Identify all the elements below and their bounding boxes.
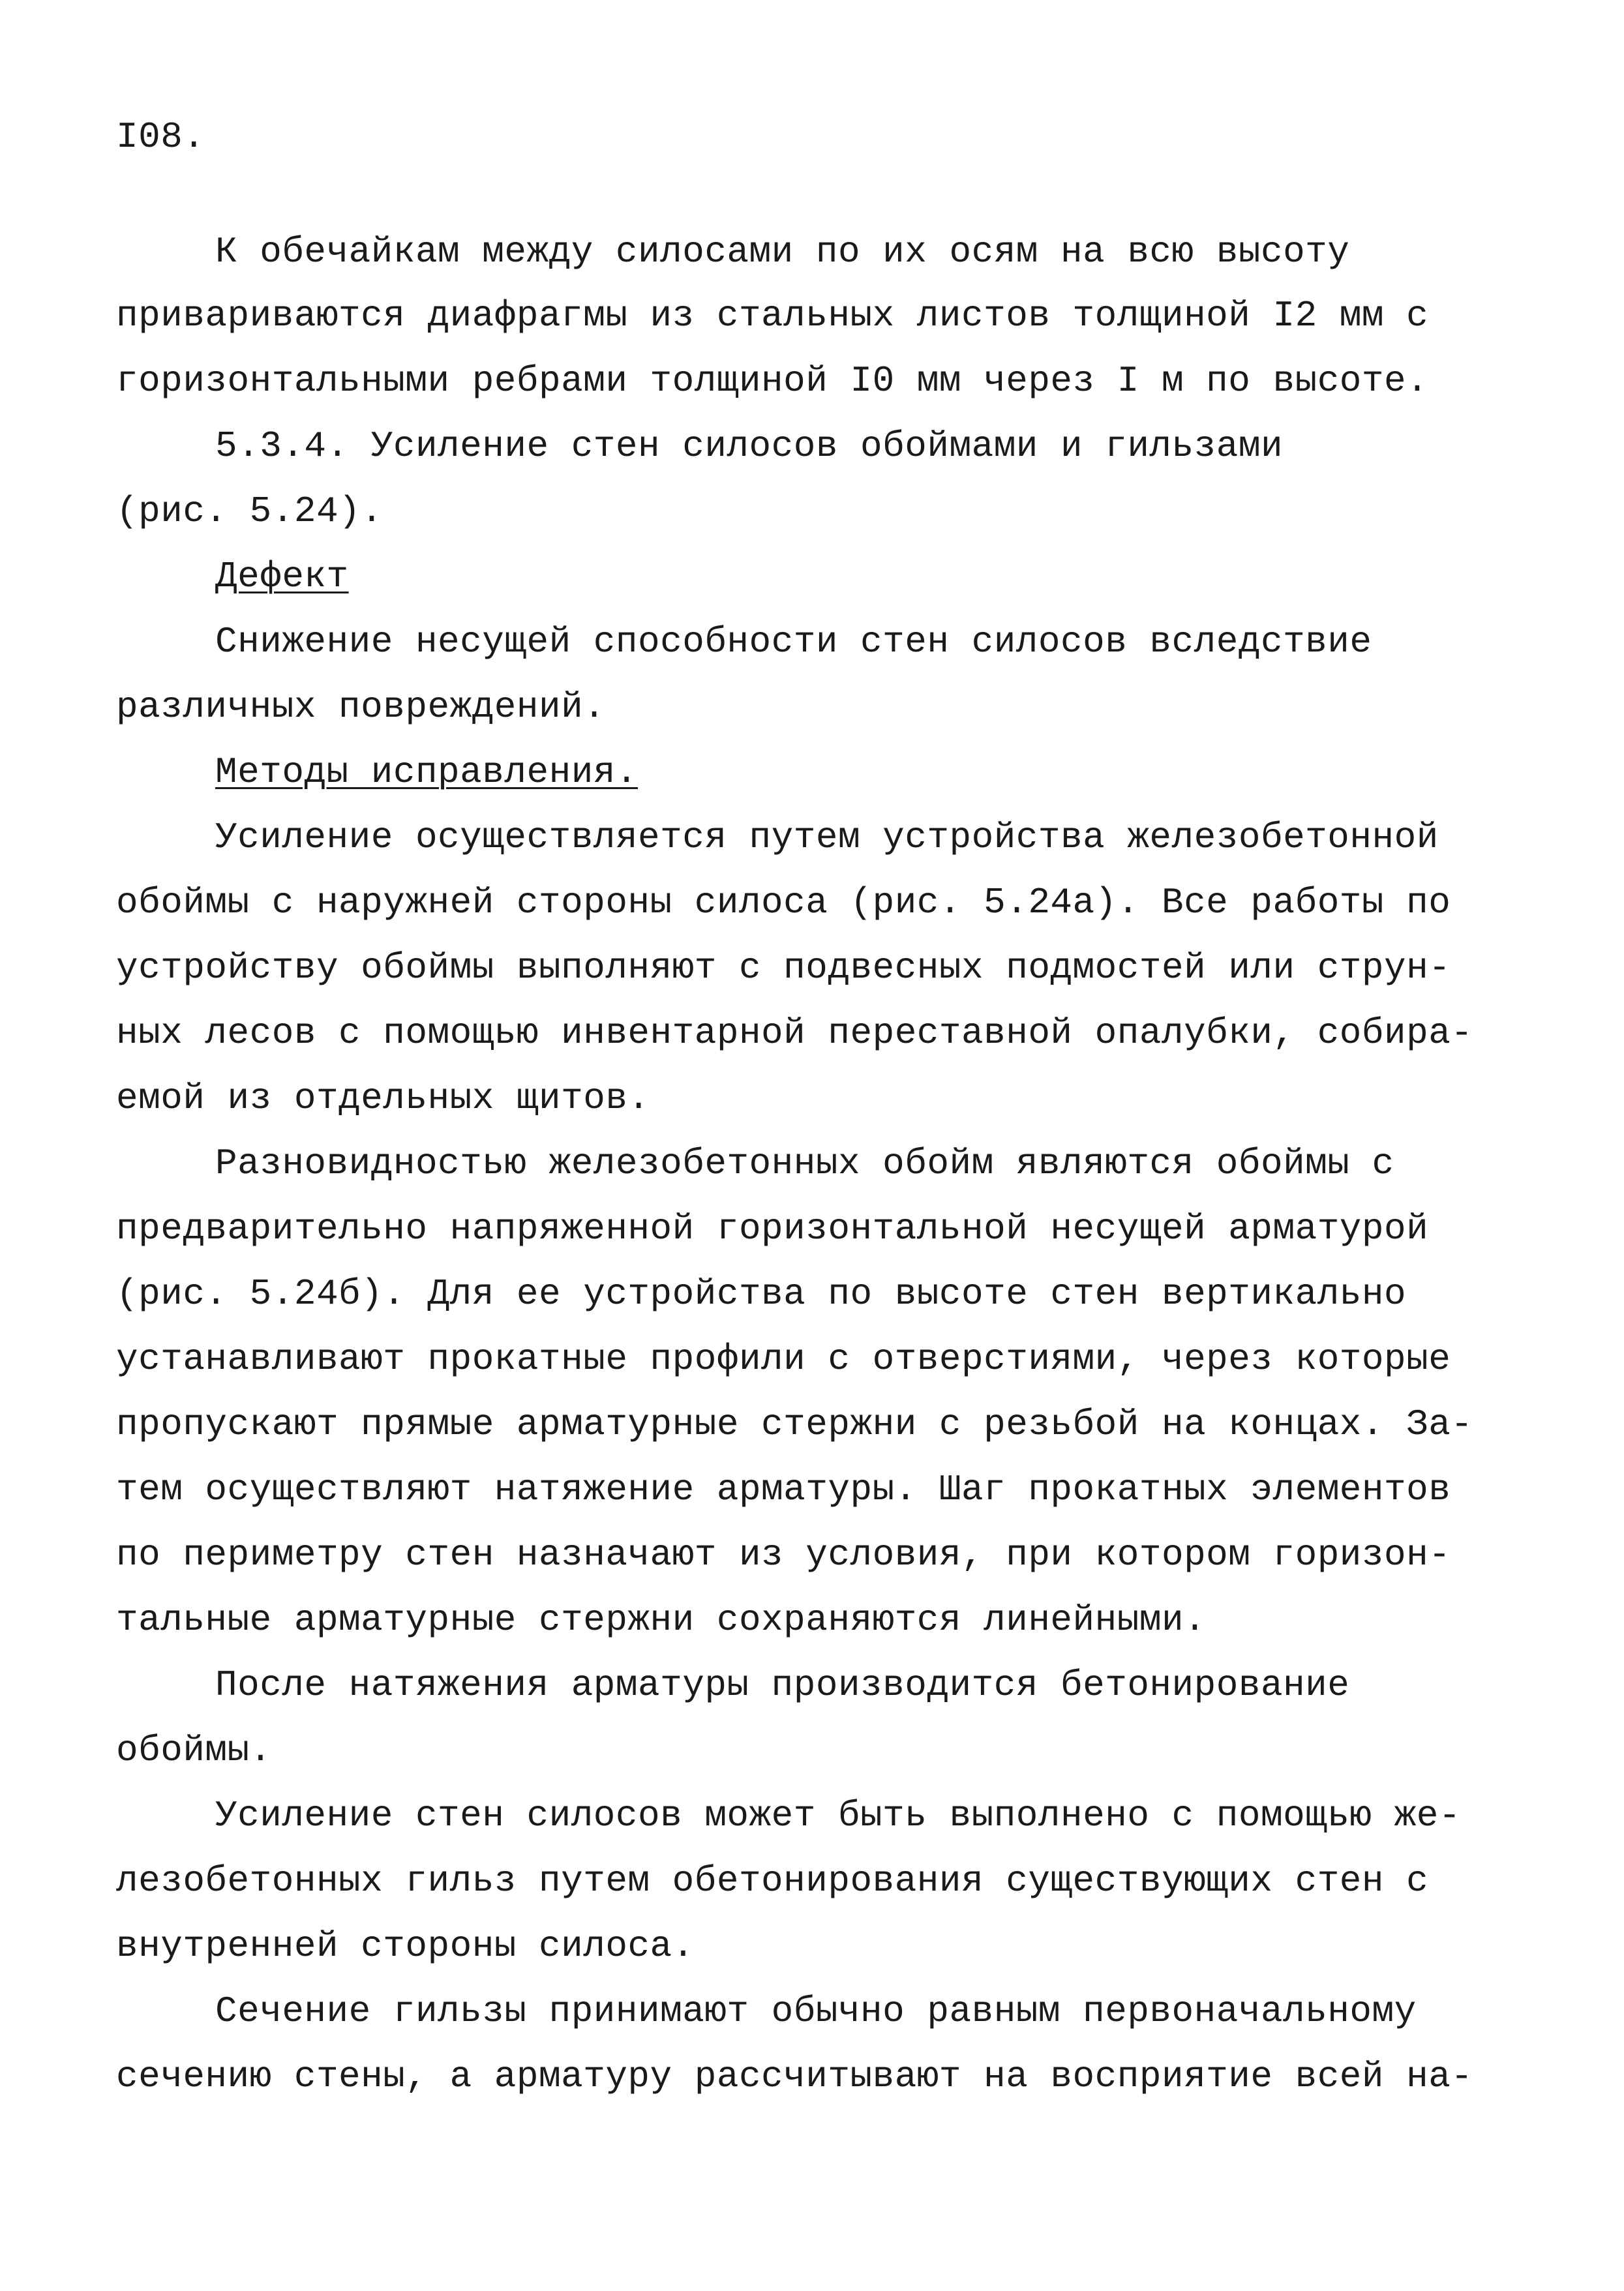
text-line: предварительно напряженной горизонтальной несущей арматурой bbox=[116, 1208, 1429, 1250]
text-line: К обечайкам между силосами по их осям на всю высоту bbox=[215, 231, 1350, 273]
text-line: внутренней стороны силоса. bbox=[116, 1925, 695, 1967]
text-line: устанавливают прокатные профили с отверстиями, через которые bbox=[116, 1338, 1451, 1380]
subheading-methods: Методы исправления. bbox=[215, 751, 639, 793]
text-line: тальные арматурные стержни сохраняются линейными. bbox=[116, 1599, 1207, 1641]
text-line: Усиление стен силосов может быть выполнено с помощью же- bbox=[215, 1795, 1461, 1836]
text-line: Сечение гильзы принимают обычно равным первоначальному bbox=[215, 1990, 1417, 2032]
text-line: После натяжения арматуры производится бетонирование bbox=[215, 1664, 1350, 1706]
text-line: ных лесов с помощью инвентарной переставной опалубки, собира- bbox=[116, 1012, 1473, 1054]
text-line: тем осуществляют натяжение арматуры. Шаг прокатных элементов bbox=[116, 1469, 1451, 1510]
text-line: Разновидностью железобетонных обойм являются обоймы с bbox=[215, 1143, 1394, 1184]
text-line: (рис. 5.24б). Для ее устройства по высоте стен вертикально bbox=[116, 1273, 1407, 1315]
text-line: обоймы с наружней стороны силоса (рис. 5.24а). Все работы по bbox=[116, 882, 1451, 923]
text-line: Снижение несущей способности стен силосов вследствие bbox=[215, 621, 1372, 663]
text-line: по периметру стен назначают из условия, при котором горизон- bbox=[116, 1534, 1451, 1576]
text-line: пропускают прямые арматурные стержни с резьбой на концах. За- bbox=[116, 1403, 1473, 1445]
text-line: лезобетонных гильз путем обетонирования существующих стен с bbox=[116, 1860, 1429, 1902]
text-line: сечению стены, а арматуру рассчитывают на восприятие всей на- bbox=[116, 2056, 1473, 2097]
text-line: различных повреждений. bbox=[116, 686, 606, 728]
text-line: Усиление осуществляется путем устройства железобетонной bbox=[215, 816, 1439, 858]
text-line: устройству обоймы выполняют с подвесных подмостей или струн- bbox=[116, 947, 1451, 989]
section-heading: 5.3.4. Усиление стен силосов обоймами и гильзами bbox=[215, 425, 1284, 467]
text-line: обоймы. bbox=[116, 1729, 272, 1771]
text-line: горизонтальными ребрами толщиной I0 мм через I м по высоте. bbox=[116, 360, 1429, 402]
text-line: емой из отдельных щитов. bbox=[116, 1077, 650, 1119]
page-number: I08. bbox=[116, 116, 205, 158]
text-line: (рис. 5.24). bbox=[116, 490, 383, 532]
text-line: привариваются диафрагмы из стальных листов толщиной I2 мм с bbox=[116, 295, 1429, 337]
subheading-defect: Дефект bbox=[215, 556, 349, 597]
